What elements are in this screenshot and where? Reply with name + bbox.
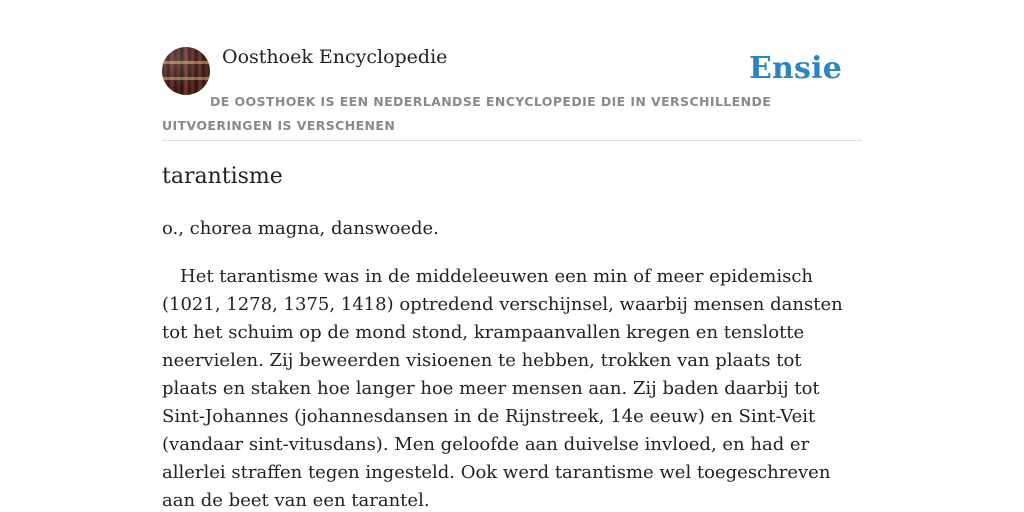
site-tagline: DE OOSTHOEK IS EEN NEDERLANDSE ENCYCLOPEDIE DIE IN VERSCHILLENDE UITVOERINGEN IS VERSCHENEN (162, 94, 772, 133)
entry-short-definition: o., chorea magna, danswoede. (162, 218, 439, 239)
entry-title: tarantisme (162, 164, 283, 189)
avatar-shine (162, 47, 210, 95)
entry-body-text: Het tarantisme was in de middeleeuwen een min of meer epidemisch (1021, 1278, 1375, 1418) optredend verschijnsel, waarbij mensen dansten tot het schuim op de mond stond, krampaanvallen kregen en tenslotte neervielen. Zij beweerden visioenen te hebben, trokken van plaats tot plaats en staken hoe langer hoe meer mensen aan. Zij baden daarbij tot Sint-Johannes (johannesdansen in de Rijnstreek, 14e eeuw) en Sint-Veit (vandaar sint-vitusdans). Men geloofde aan duivelse invloed, en had er allerlei straffen tegen ingesteld. Ook werd tarantisme wel toegeschreven aan de beet van een tarantel. (162, 266, 843, 511)
header (162, 45, 862, 141)
site-name-link[interactable]: Oosthoek Encyclopedie (222, 46, 448, 68)
books-avatar-icon[interactable] (162, 47, 210, 95)
ensie-logo-link[interactable]: Ensie (748, 51, 842, 86)
